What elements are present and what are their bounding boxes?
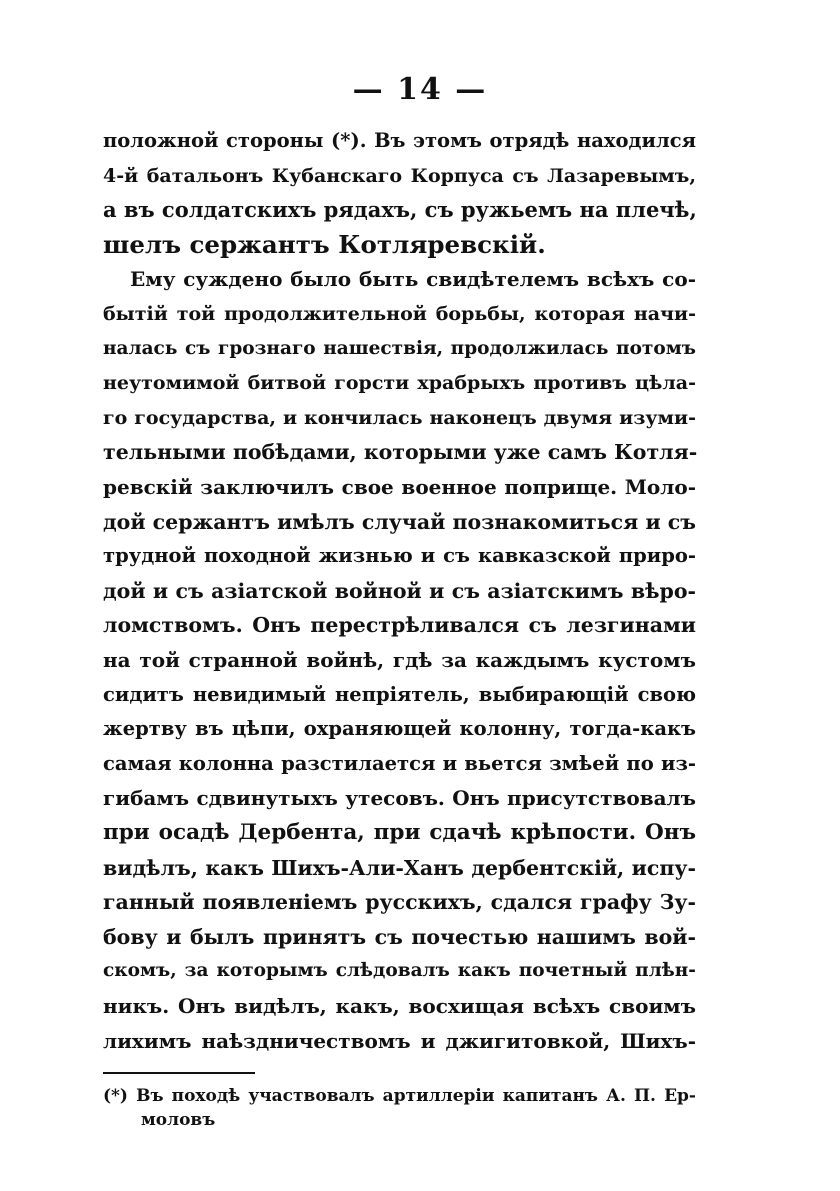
text-line: гибамъ сдвинутыхъ утесовъ. Онъ присутствовалъ [103,786,696,811]
page-number: — 14 — [352,72,488,107]
text-line: неутомимой битвой горсти храбрыхъ противъ цѣла- [103,372,696,395]
text-line: дой сержантъ имѣлъ случай познакомиться и съ [103,509,696,534]
text-line: видѣлъ, какъ Шихъ-Али-Ханъ дербентскій, испу- [103,855,696,880]
text-line: жертву въ цѣпи, охраняющей колонну, тогда-какъ [103,717,696,741]
text-line: положной стороны (*). Въ этомъ отрядѣ находился [103,129,696,152]
text-line: а въ солдатскихъ рядахъ, съ ружьемъ на плечѣ, [103,197,697,223]
text-line: лихимъ наѣздничествомъ и джигитовкой, Шихъ- [103,1028,696,1053]
text-line: трудной походной жизнью и съ кавказской приро- [103,544,696,568]
text-line: шелъ сержантъ Котляревскій. [103,229,546,259]
text-line: бытій той продолжительной борьбы, которая начи- [103,303,696,325]
text-line: бову и былъ принятъ съ почестью нашимъ вой- [103,924,696,949]
text-line: го государства, и кончилась наконецъ двумя изуми- [103,406,696,429]
text-line: на той странной войнѣ, гдѣ за каждымъ кустомъ [103,648,696,672]
text-line: дой и съ азіатской войной и съ азіатскимъ вѣро- [103,578,696,603]
footnote-divider [103,1072,255,1074]
text-line: при осадѣ Дербента, при сдачѣ крѣпости. Онъ [103,820,696,845]
text-line: ревскій заключилъ свое военное поприще. Моло- [103,475,696,499]
text-line: ломствомъ. Онъ перестрѣливался съ лезгинами [103,613,696,638]
footnote-line: моловъ [141,1109,216,1130]
text-line: никъ. Онъ видѣлъ, какъ, восхищая всѣхъ своимъ [103,994,696,1018]
text-line: самая колонна разстилается и вьется змѣей по из- [103,751,696,775]
footnote-line: (*) Въ походѣ участвовалъ артиллеріи капитанъ А. П. Ер- [103,1085,696,1106]
text-line: скомъ, за которымъ слѣдовалъ какъ почетный плѣн- [103,960,696,982]
text-line: 4-й батальонъ Кубанскаго Корпуса съ Лазаревымъ, [103,164,696,187]
text-line: ганный появленіемъ русскихъ, сдался графу Зу- [103,890,696,915]
paragraph-first-line: Ему суждено было быть свидѣтелемъ всѣхъ со- [130,267,696,292]
text-line: налась съ грознаго нашествія, продолжилась потомъ [103,337,696,359]
text-line: тельными побѣдами, которыми уже самъ Котля- [103,440,698,465]
text-line: сидитъ невидимый непріятель, выбирающій свою [103,682,696,706]
